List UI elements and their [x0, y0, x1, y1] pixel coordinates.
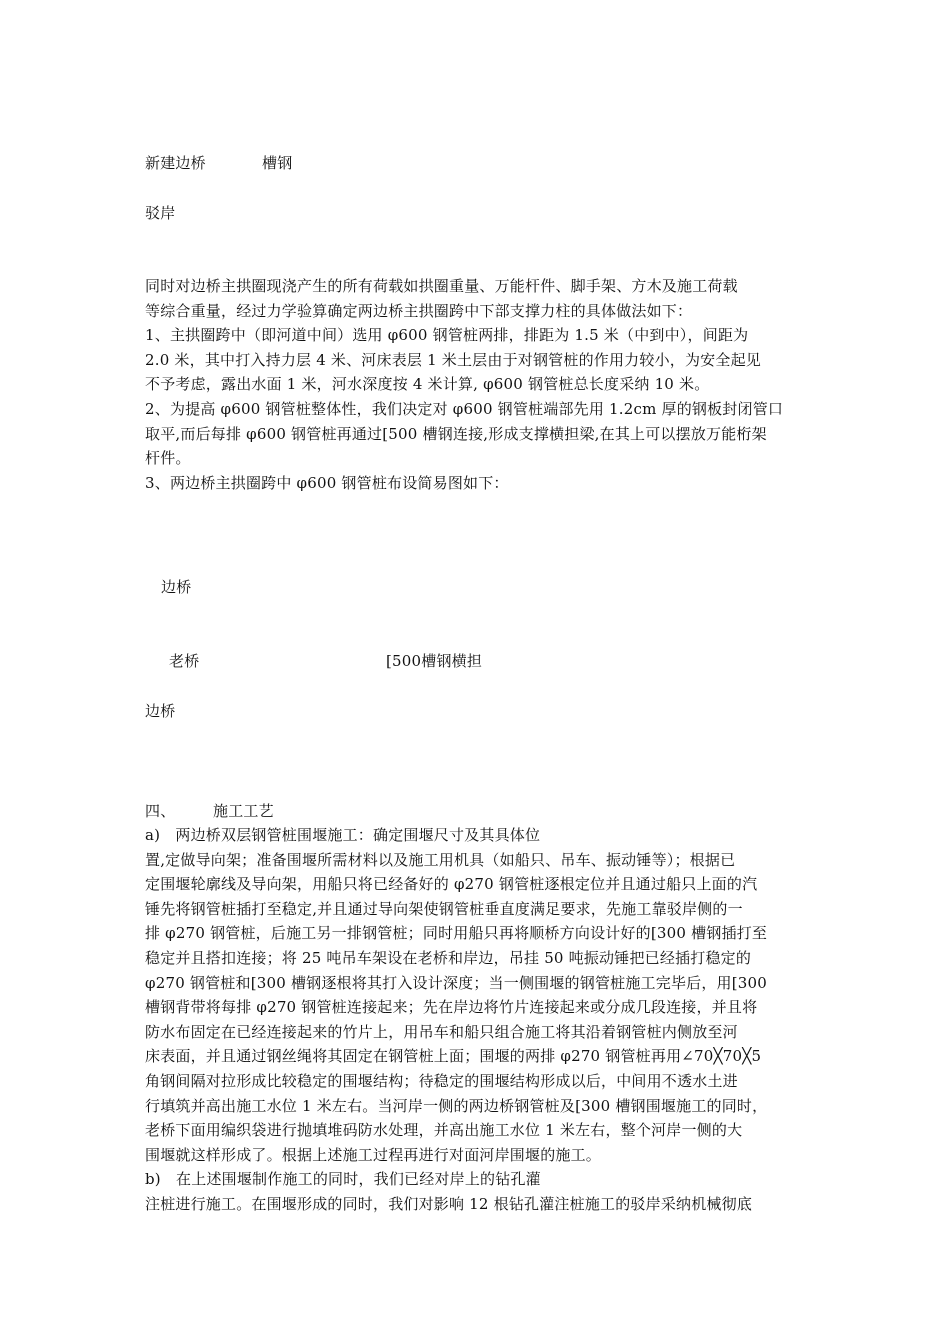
- text-line: 3、两边桥主拱圈跨中 φ600 钢管桩布设简易图如下：: [145, 473, 509, 492]
- section-title: 施工工艺: [213, 802, 274, 820]
- text-line: 锤先将钢管桩插打至稳定,并且通过导向架使钢管桩垂直度满足要求，先施工靠驳岸侧的一: [145, 899, 743, 918]
- label-beam-500: [500槽钢横担: [386, 652, 483, 670]
- text-line: 床表面，并且通过钢丝绳将其固定在钢管桩上面；围堰的两排 φ270 钢管桩再用∠70╳70╳5: [145, 1047, 762, 1066]
- text-line: 稳定并且搭扣连接；将 25 吨吊车架设在老桥和岸边，吊挂 50 吨振动锤把已经插打稳定的: [145, 948, 752, 967]
- text-line: 2、为提高 φ600 钢管桩整体性，我们决定对 φ600 钢管桩端部先用 1.2cm 厚的钢板封闭管口: [145, 399, 784, 418]
- text-line: 槽钢背带将每排 φ270 钢管桩连接起来；先在岸边将竹片连接起来或分成几段连接，并且将: [145, 998, 758, 1017]
- text-line: 老桥下面用编织袋进行抛填堆码防水处理，并高出施工水位 1 米左右，整个河岸一侧的大: [145, 1121, 743, 1140]
- text-line: a) 两边桥双层钢管桩围堰施工：确定围堰尺寸及其具体位: [145, 826, 541, 844]
- text-line: 角钢间隔对拉形成比较稳定的围堰结构；待稳定的围堰结构形成以后，中间用不透水土进: [145, 1071, 738, 1090]
- text-line: 排 φ270 钢管桩，后施工另一排钢管桩；同时用船只再将顺桥方向设计好的[300 槽钢插打至: [145, 924, 768, 943]
- text-line: 2.0 米，其中打入持力层 4 米、河床表层 1 米土层由于对钢管桩的作用力较小，为安全起见: [145, 350, 761, 369]
- text-line: 杆件。: [145, 449, 191, 468]
- text-line: 不予考虑，露出水面 1 米，河水深度按 4 米计算, φ600 钢管桩总长度采纳 10 米。: [145, 375, 710, 394]
- text-line: 注桩进行施工。在围堰形成的同时，我们对影响 12 根钻孔灌注桩施工的驳岸采纳机械彻底: [145, 1194, 753, 1213]
- text-line: 防水布固定在已经连接起来的竹片上，用吊车和船只组合施工将其沿着钢管桩内侧放至河: [145, 1022, 738, 1041]
- text-line: 1、主拱圈跨中（即河道中间）选用 φ600 钢管桩两排，排距为 1.5 米（中到中），间距为: [145, 326, 749, 345]
- text-line: 同时对边桥主拱圈现浇产生的所有荷载如拱圈重量、万能杆件、脚手架、方木及施工荷载: [145, 277, 738, 295]
- label-new-side-bridge: 新建边桥: [145, 154, 206, 172]
- section-number: 四、: [145, 802, 176, 820]
- label-channel-steel: 槽钢: [262, 154, 293, 172]
- text-line: 围堰就这样形成了。根据上述施工过程再进行对面河岸围堰的施工。: [145, 1145, 602, 1164]
- label-revetment: 驳岸: [145, 204, 176, 222]
- label-side-bridge-top: 边桥: [161, 578, 192, 596]
- label-side-bridge-bottom: 边桥: [145, 702, 176, 720]
- text-line: 取平,而后每排 φ600 钢管桩再通过[500 槽钢连接,形成支撑横担梁,在其上可以摆放万能桁架: [145, 424, 767, 443]
- label-old-bridge: 老桥: [169, 652, 200, 670]
- text-line: 行填筑并高出施工水位 1 米左右。当河岸一侧的两边桥钢管桩及[300 槽钢围堰施工的同时，: [145, 1096, 768, 1115]
- paragraph-construction-process: [145, 823, 810, 1217]
- text-line: 定围堰轮廓线及导向架，用船只将已经备好的 φ270 钢管桩逐根定位并且通过船只上面的汽: [145, 875, 758, 894]
- paragraph-load-calculation: [145, 274, 810, 495]
- text-line: b) 在上述围堰制作施工的同时，我们已经对岸上的钻孔灌: [145, 1170, 541, 1189]
- text-line: φ270 钢管桩和[300 槽钢逐根将其打入设计深度；当一侧围堰的钢管桩施工完毕后，用[300: [145, 973, 768, 992]
- text-line: 等综合重量，经过力学验算确定两边桥主拱圈跨中下部支撑力柱的具体做法如下：: [145, 301, 693, 320]
- text-line: 置,定做导向架；准备围堰所需材料以及施工用机具（如船只、吊车、振动锤等）；根据已: [145, 850, 736, 869]
